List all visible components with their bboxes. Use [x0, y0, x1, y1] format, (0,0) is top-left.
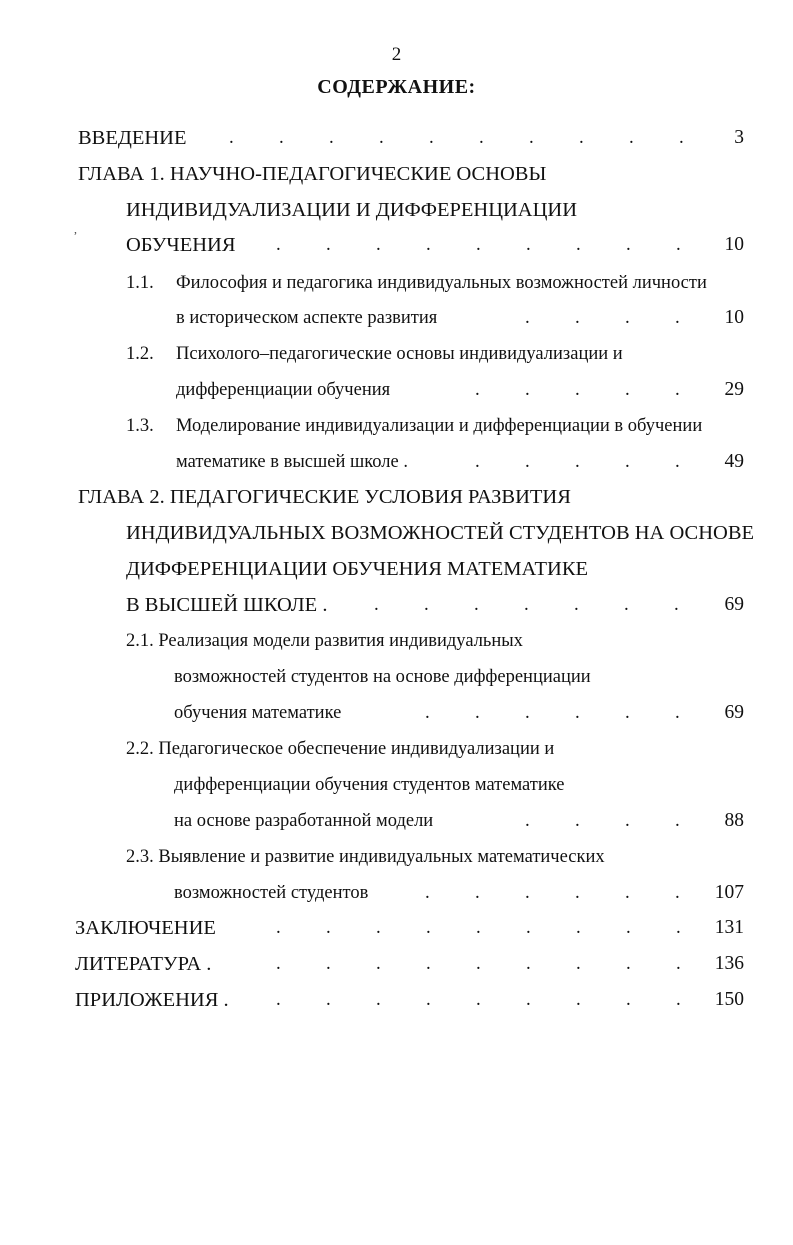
leader-dots	[0, 951, 793, 977]
toc-entry-text: 2.3. Выявление и развитие индивидуальных математических	[126, 847, 605, 867]
leader-dot: .	[276, 989, 281, 1010]
leader-dots	[0, 232, 793, 258]
leader-dot: .	[676, 989, 681, 1010]
leader-dot: .	[426, 234, 431, 255]
page-number: 2	[391, 44, 402, 65]
leader-dot: .	[379, 127, 384, 148]
leader-dot: .	[525, 451, 530, 472]
toc-section-number: 1.1.	[126, 273, 154, 293]
toc-page-number: 131	[714, 917, 744, 938]
leader-dot: .	[576, 917, 581, 938]
toc-entry-text: ИНДИВИДУАЛИЗАЦИИ И ДИФФЕРЕНЦИАЦИИ	[126, 199, 578, 221]
leader-dot: .	[675, 379, 680, 400]
leader-dot: .	[429, 127, 434, 148]
toc-page-number: 3	[734, 127, 744, 148]
leader-dot: .	[524, 594, 529, 615]
leader-dot: .	[474, 594, 479, 615]
leader-dot: .	[575, 810, 580, 831]
leader-dot: .	[479, 127, 484, 148]
leader-dot: .	[326, 953, 331, 974]
leader-dot: .	[376, 234, 381, 255]
leader-dot: .	[476, 953, 481, 974]
toc-section-number: 1.2.	[126, 344, 154, 364]
leader-dots	[0, 880, 793, 906]
leader-dot: .	[575, 882, 580, 903]
toc-entry-text: Моделирование индивидуализации и дифференциации в обучении	[176, 416, 703, 436]
toc-entry-text: ЛИТЕРАТУРА .	[75, 953, 212, 975]
leader-dot: .	[579, 127, 584, 148]
leader-dot: .	[626, 953, 631, 974]
leader-dot: .	[625, 702, 630, 723]
leader-dot: .	[475, 451, 480, 472]
toc-entry-text: дифференциации обучения студентов математике	[174, 775, 565, 795]
toc-entry-text: ОБУЧЕНИЯ	[126, 234, 236, 256]
toc-page-number: 49	[724, 451, 744, 472]
leader-dots	[0, 305, 793, 331]
leader-dot: .	[425, 882, 430, 903]
leader-dot: .	[675, 702, 680, 723]
toc-entry-text: в историческом аспекте развития	[176, 308, 438, 328]
leader-dot: .	[626, 989, 631, 1010]
toc-page-number: 136	[714, 953, 744, 974]
leader-dots	[0, 700, 793, 726]
toc-entry-text: Философия и педагогика индивидуальных возможностей личности	[176, 273, 707, 293]
leader-dots	[0, 987, 793, 1013]
leader-dot: .	[575, 307, 580, 328]
toc-entry-text: на основе разработанной модели	[174, 811, 434, 831]
leader-dot: .	[675, 307, 680, 328]
leader-dot: .	[276, 234, 281, 255]
leader-dot: .	[575, 379, 580, 400]
leader-dot: .	[676, 234, 681, 255]
toc-entry-text: ИНДИВИДУАЛЬНЫХ ВОЗМОЖНОСТЕЙ СТУДЕНТОВ НА ОСНОВЕ	[126, 522, 755, 544]
leader-dots	[0, 592, 793, 618]
leader-dot: .	[525, 307, 530, 328]
leader-dot: .	[525, 810, 530, 831]
toc-entry-text: математике в высшей школе .	[176, 452, 408, 472]
leader-dot: .	[426, 989, 431, 1010]
leader-dot: .	[575, 451, 580, 472]
leader-dot: .	[525, 702, 530, 723]
margin-mark: ,	[74, 222, 77, 236]
leader-dot: .	[675, 451, 680, 472]
leader-dot: .	[625, 379, 630, 400]
toc-entry-text: ГЛАВА 2. ПЕДАГОГИЧЕСКИЕ УСЛОВИЯ РАЗВИТИЯ	[78, 486, 571, 508]
leader-dot: .	[676, 953, 681, 974]
toc-section-number: 1.3.	[126, 416, 154, 436]
leader-dot: .	[625, 451, 630, 472]
leader-dot: .	[424, 594, 429, 615]
leader-dot: .	[574, 594, 579, 615]
leader-dot: .	[376, 953, 381, 974]
leader-dot: .	[276, 953, 281, 974]
leader-dot: .	[629, 127, 634, 148]
leader-dot: .	[476, 234, 481, 255]
leader-dot: .	[279, 127, 284, 148]
toc-page-number: 29	[724, 379, 744, 400]
leader-dot: .	[326, 234, 331, 255]
toc-entry-text: возможностей студентов на основе дифференциации	[174, 667, 591, 687]
leader-dot: .	[575, 702, 580, 723]
leader-dot: .	[376, 989, 381, 1010]
toc-entry-text: обучения математике	[174, 703, 342, 723]
leader-dot: .	[675, 882, 680, 903]
leader-dot: .	[426, 953, 431, 974]
leader-dot: .	[529, 127, 534, 148]
leader-dot: .	[525, 379, 530, 400]
leader-dots	[0, 125, 793, 151]
toc-page-number: 69	[724, 594, 744, 615]
leader-dot: .	[626, 234, 631, 255]
leader-dot: .	[276, 917, 281, 938]
leader-dot: .	[526, 917, 531, 938]
leader-dot: .	[475, 702, 480, 723]
leader-dot: .	[476, 917, 481, 938]
leader-dot: .	[374, 594, 379, 615]
leader-dot: .	[674, 594, 679, 615]
leader-dot: .	[329, 127, 334, 148]
toc-entry-text: ГЛАВА 1. НАУЧНО-ПЕДАГОГИЧЕСКИЕ ОСНОВЫ	[78, 163, 547, 185]
toc-page-number: 10	[724, 234, 744, 255]
leader-dot: .	[576, 953, 581, 974]
leader-dots	[0, 449, 793, 475]
toc-entry-text: дифференциации обучения	[176, 380, 391, 400]
toc-entry-text: В ВЫСШЕЙ ШКОЛЕ .	[126, 594, 328, 616]
toc-page-number: 88	[724, 810, 744, 831]
leader-dots	[0, 915, 793, 941]
leader-dot: .	[476, 989, 481, 1010]
toc-page-number: 150	[714, 989, 744, 1010]
toc-entry-text: ДИФФЕРЕНЦИАЦИИ ОБУЧЕНИЯ МАТЕМАТИКЕ	[126, 558, 589, 580]
leader-dot: .	[475, 882, 480, 903]
page-title: СОДЕРЖАНИЕ:	[317, 76, 476, 98]
leader-dot: .	[576, 234, 581, 255]
leader-dot: .	[679, 127, 684, 148]
leader-dot: .	[376, 917, 381, 938]
toc-entry-text: возможностей студентов	[174, 883, 369, 903]
leader-dot: .	[425, 702, 430, 723]
toc-entry-text: 2.2. Педагогическое обеспечение индивидуализации и	[126, 739, 555, 759]
leader-dot: .	[625, 882, 630, 903]
leader-dot: .	[676, 917, 681, 938]
leader-dot: .	[525, 882, 530, 903]
toc-entry-text: ВВЕДЕНИЕ	[78, 127, 187, 149]
leader-dot: .	[426, 917, 431, 938]
leader-dot: .	[576, 989, 581, 1010]
leader-dot: .	[626, 917, 631, 938]
leader-dot: .	[326, 917, 331, 938]
leader-dot: .	[675, 810, 680, 831]
leader-dot: .	[475, 379, 480, 400]
toc-entry-text: Психолого–педагогические основы индивидуализации и	[176, 344, 623, 364]
leader-dot: .	[326, 989, 331, 1010]
leader-dots	[0, 377, 793, 403]
leader-dot: .	[526, 989, 531, 1010]
leader-dot: .	[624, 594, 629, 615]
toc-entry-text: ЗАКЛЮЧЕНИЕ	[75, 917, 216, 939]
toc-page-number: 107	[714, 882, 744, 903]
toc-page-number: 10	[724, 307, 744, 328]
leader-dot: .	[526, 953, 531, 974]
toc-page-number: 69	[724, 702, 744, 723]
toc-entry-text: 2.1. Реализация модели развития индивидуальных	[126, 631, 523, 651]
leader-dot: .	[625, 810, 630, 831]
leader-dots	[0, 808, 793, 834]
leader-dot: .	[625, 307, 630, 328]
toc-entry-text: ПРИЛОЖЕНИЯ .	[75, 989, 229, 1011]
leader-dot: .	[526, 234, 531, 255]
leader-dot: .	[229, 127, 234, 148]
